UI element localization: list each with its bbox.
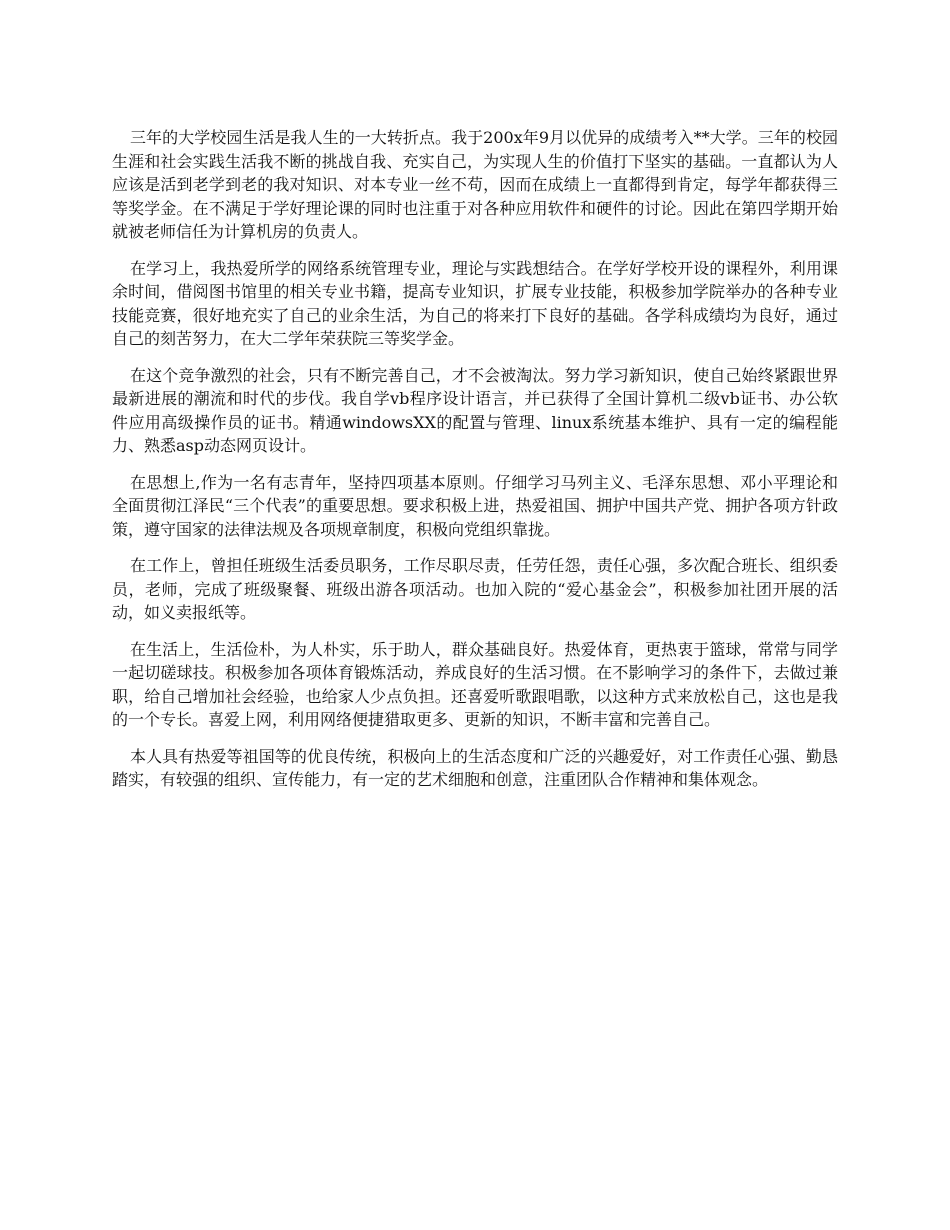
paragraph-intro: 三年的大学校园生活是我人生的一大转折点。我于200x年9月以优异的成绩考入**大学。三年的校园生涯和社会实践生活我不断的挑战自我、充实自己，为实现人生的价值打下坚实的基础。一直都认为人应该是活到老学到老的我对知识、对本专业一丝不苟，因而在成绩上一直都得到肯定，每学年都获得三等奖学金。在不满足于学好理论课的同时也注重于对各种应用软件和硬件的讨论。因此在第四学期开始就被老师信任为计算机房的负责人。 xyxy=(112,128,838,241)
paragraph-skills: 在这个竞争激烈的社会，只有不断完善自己，才不会被淘汰。努力学习新知识，使自己始终紧跟世界最新进展的潮流和时代的步伐。我自学vb程序设计语言，并已获得了全国计算机二级vb证书、办公软件应用高级操作员的证书。精通windowsXX的配置与管理、linux系统基本维护、具有一定的编程能力、熟悉asp动态网页设计。 xyxy=(112,365,838,455)
paragraph-ideology: 在思想上,作为一名有志青年，坚持四项基本原则。仔细学习马列主义、毛泽东思想、邓小平理论和全面贯彻江泽民“三个代表”的重要思想。要求积极上进，热爱祖国、拥护中国共产党、拥护各项方针政策，遵守国家的法律法规及各项规章制度，积极向党组织靠拢。 xyxy=(112,472,838,539)
paragraph-summary: 本人具有热爱等祖国等的优良传统，积极向上的生活态度和广泛的兴趣爱好，对工作责任心强、勤恳踏实，有较强的组织、宣传能力，有一定的艺术细胞和创意，注重团队合作精神和集体观念。 xyxy=(112,746,838,789)
paragraph-work: 在工作上，曾担任班级生活委员职务，工作尽职尽责，任劳任怨，责任心强，多次配合班长、组织委员，老师，完成了班级聚餐、班级出游各项活动。也加入院的“爱心基金会”，积极参加社团开展的活动，如义卖报纸等。 xyxy=(112,556,838,622)
document-body xyxy=(112,126,838,805)
paragraph-study: 在学习上，我热爱所学的网络系统管理专业，理论与实践想结合。在学好学校开设的课程外，利用课余时间，借阅图书馆里的相关专业书籍，提高专业知识，扩展专业技能，积极参加学院举办的各种专业技能竞赛，很好地充实了自己的业余生活，为自己的将来打下良好的基础。各学科成绩均为良好，通过自己的刻苦努力，在大二学年荣获院三等奖学金。 xyxy=(112,258,838,348)
paragraph-life: 在生活上，生活俭朴，为人朴实，乐于助人，群众基础良好。热爱体育，更热衷于篮球，常常与同学一起切磋球技。积极参加各项体育锻炼活动，养成良好的生活习惯。在不影响学习的条件下，去做过兼职，给自己增加社会经验，也给家人少点负担。还喜爱听歌跟唱歌，以这种方式来放松自己，这也是我的一个专长。喜爱上网，利用网络便捷猎取更多、更新的知识，不断丰富和完善自己。 xyxy=(112,639,838,729)
